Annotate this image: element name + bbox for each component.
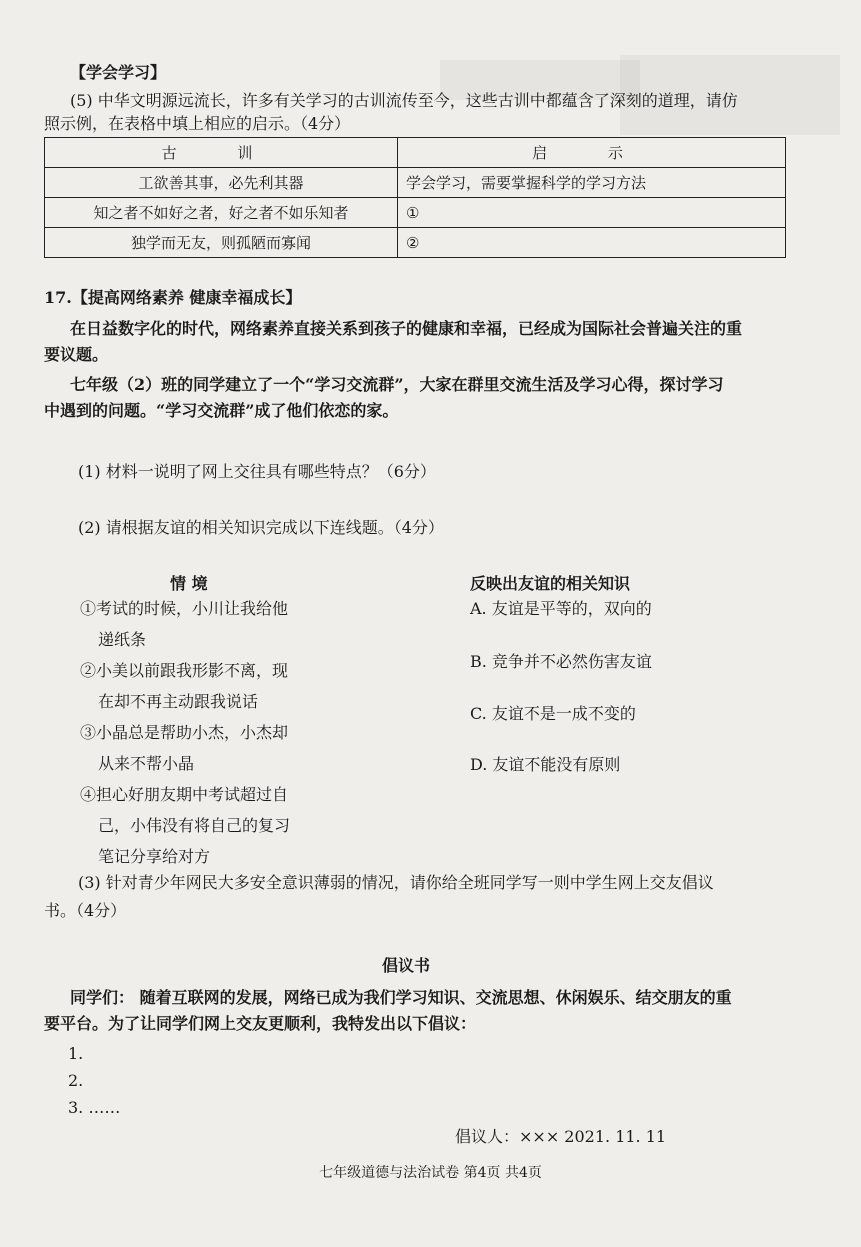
section-learn-heading: 【学会学习】: [70, 63, 167, 82]
situation-text: 笔记分享给对方: [98, 847, 211, 866]
sayings-table: [44, 137, 786, 258]
header-lesson: 启 示: [398, 138, 786, 168]
proposal-item-2[interactable]: 2.: [68, 1071, 84, 1090]
situation-text: ④担心好朋友期中考试超过自: [80, 785, 289, 804]
answer-blank-2[interactable]: ②: [398, 228, 786, 258]
situation-item-1[interactable]: [80, 593, 290, 655]
proposal-body: 同学们： 随着互联网的发展，网络已成为我们学习知识、交流思想、休闲娱乐、结交朋友的重: [70, 988, 732, 1007]
sub-question-2: (2) 请根据友谊的相关知识完成以下连线题。（4分）: [78, 518, 444, 537]
sub-question-1: (1) 材料一说明了网上交往具有哪些特点？（6分）: [78, 462, 436, 481]
saying-cell: 独学而无友，则孤陋而寡闻: [45, 228, 398, 258]
q17-para1: 在日益数字化的时代，网络素养直接关系到孩子的健康和幸福，已经成为国际社会普遍关注的重: [70, 319, 743, 338]
table-row: [45, 168, 786, 198]
lesson-cell: 学会学习，需要掌握科学的学习方法: [398, 168, 786, 198]
q17-para2-cont: 中遇到的问题。“学习交流群”成了他们依恋的家。: [44, 401, 399, 420]
knowledge-b[interactable]: B. 竞争并不必然伤害友谊: [470, 652, 652, 671]
page-footer: 七年级道德与法治试卷 第4页 共4页: [319, 1165, 542, 1181]
table-row: [45, 228, 786, 258]
knowledge-a[interactable]: A. 友谊是平等的，双向的: [470, 599, 652, 618]
situation-text: 递纸条: [98, 630, 147, 649]
proposal-signature: 倡议人：××× 2021. 11. 11: [455, 1127, 667, 1146]
proposal-body-cont: 要平台。为了让同学们网上交友更顺利，我特发出以下倡议：: [44, 1014, 477, 1033]
q17-para2: 七年级（2）班的同学建立了一个“学习交流群”，大家在群里交流生活及学习心得，探讨学习: [70, 375, 724, 394]
q17-title: 17.【提高网络素养 健康幸福成长】: [44, 288, 302, 307]
situation-text: 己，小伟没有将自己的复习: [98, 816, 291, 835]
proposal-title: 倡议书: [382, 956, 431, 975]
q5-prompt: (5) 中华文明源远流长，许多有关学习的古训流传至今，这些古训中都蕴含了深刻的道理，请仿: [70, 91, 738, 110]
situation-text: 在却不再主动跟我说话: [98, 692, 259, 711]
proposal-item-1[interactable]: 1.: [68, 1044, 84, 1063]
table-header-row: [45, 138, 786, 168]
answer-blank-1[interactable]: ①: [398, 198, 786, 228]
proposal-item-3[interactable]: 3. ……: [68, 1098, 121, 1117]
q17-para1-cont: 要议题。: [44, 345, 109, 364]
sub-question-3: (3) 针对青少年网民大多安全意识薄弱的情况，请你给全班同学写一则中学生网上交友倡议: [78, 873, 714, 892]
saying-cell: 工欲善其事，必先利其器: [45, 168, 398, 198]
saying-cell: 知之者不如好之者，好之者不如乐知者: [45, 198, 398, 228]
knowledge-c[interactable]: C. 友谊不是一成不变的: [470, 704, 636, 723]
table-row: [45, 198, 786, 228]
situation-item-4[interactable]: [80, 779, 290, 872]
situation-text: ②小美以前跟我形影不离，现: [80, 661, 289, 680]
header-saying: 古 训: [45, 138, 398, 168]
situation-item-3[interactable]: [80, 717, 290, 779]
knowledge-header: 反映出友谊的相关知识: [470, 574, 631, 593]
sub-question-3-cont: 书。（4分）: [44, 901, 127, 920]
q5-prompt-cont: 照示例，在表格中填上相应的启示。（4分）: [44, 114, 351, 133]
situation-item-2[interactable]: [80, 655, 290, 717]
situation-header: 情 境: [170, 574, 208, 593]
situation-text: ③小晶总是帮助小杰，小杰却: [80, 723, 289, 742]
situation-text: ①考试的时候，小川让我给他: [80, 599, 289, 618]
situation-text: 从来不帮小晶: [98, 754, 195, 773]
knowledge-d[interactable]: D. 友谊不能没有原则: [470, 755, 621, 774]
situation-list: [80, 593, 290, 872]
